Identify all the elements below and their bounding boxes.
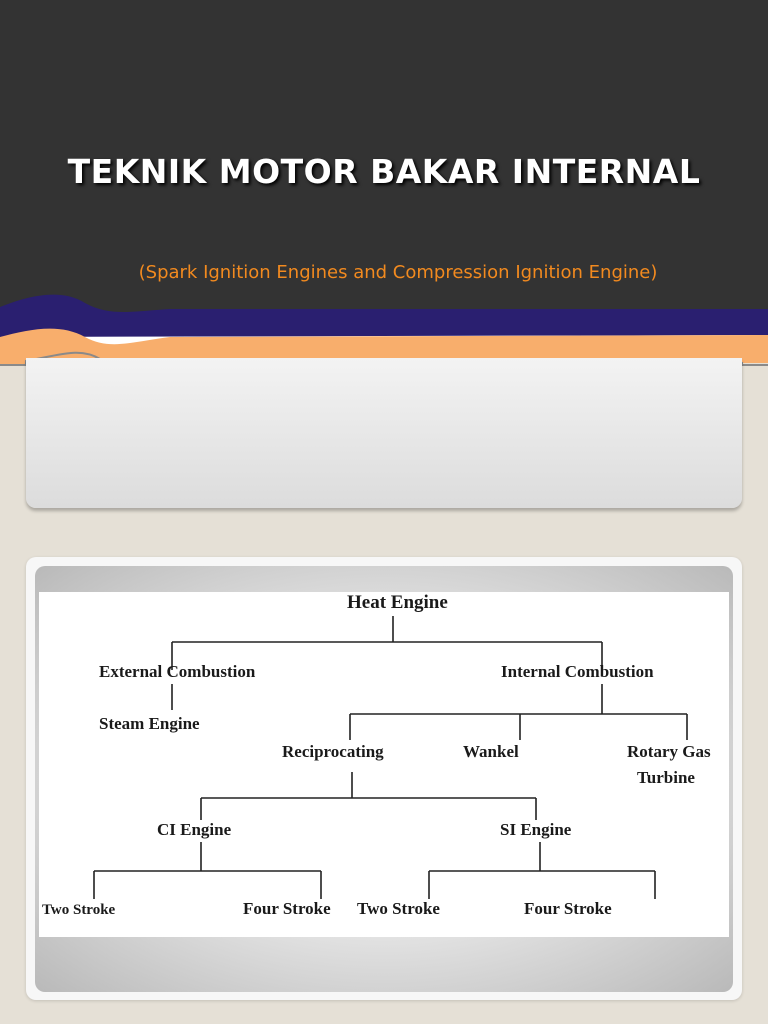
node-rotary-gas: Rotary Gas	[627, 742, 711, 761]
node-heat-engine: Heat Engine	[347, 592, 448, 613]
slide-subtitle: (Spark Ignition Engines and Compression Ignition Engine)	[138, 262, 658, 283]
slide-title: TEKNIK MOTOR BAKAR INTERNAL	[67, 152, 701, 191]
node-ci-two-stroke: Two Stroke	[42, 902, 116, 918]
node-si-four-stroke: Four Stroke	[524, 899, 612, 918]
node-external-combustion: External Combustion	[99, 662, 256, 681]
node-si-two-stroke: Two Stroke	[357, 899, 440, 918]
node-ci-four-stroke: Four Stroke	[243, 899, 331, 918]
node-wankel: Wankel	[463, 742, 519, 761]
node-turbine: Turbine	[637, 768, 695, 787]
engine-classification-diagram	[39, 592, 729, 937]
node-reciprocating: Reciprocating	[282, 742, 384, 761]
node-si-engine: SI Engine	[500, 820, 572, 839]
node-ci-engine: CI Engine	[157, 820, 232, 839]
node-internal-combustion: Internal Combustion	[501, 662, 654, 681]
content-panel	[26, 358, 742, 508]
node-steam-engine: Steam Engine	[99, 714, 200, 733]
diagram-connectors	[39, 592, 729, 937]
